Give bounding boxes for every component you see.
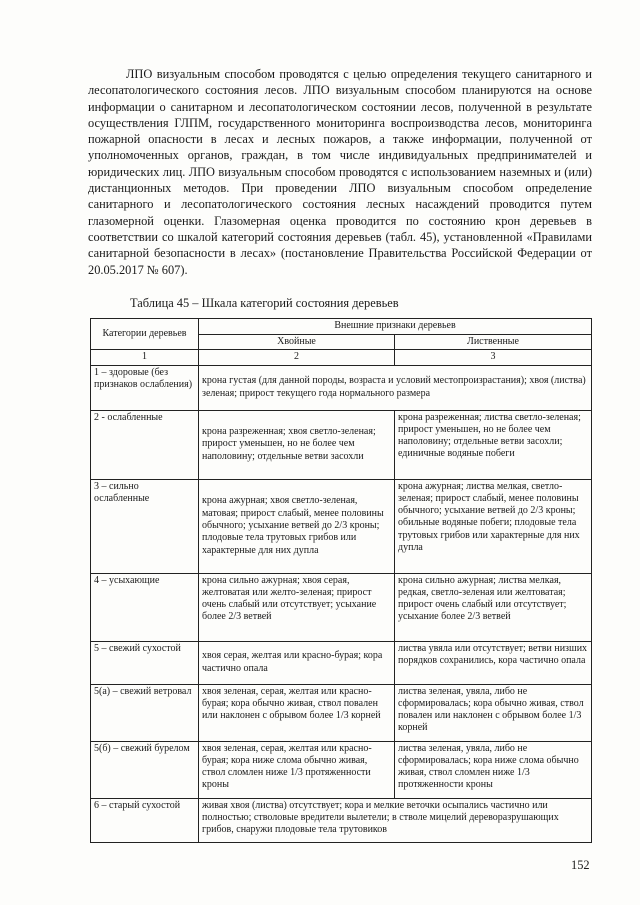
- table-row: [91, 410, 592, 479]
- category-cell: 5(б) – свежий бурелом: [91, 741, 199, 798]
- coniferous-cell: хвоя зеленая, серая, желтая или красно-бурая; кора обычно живая, ствол повален или наклонен с обрывом более 1/3 корней: [199, 684, 395, 741]
- body-paragraph: ЛПО визуальным способом проводятся с целью определения текущего санитарного и лесопатологического состояния лесов. ЛПО визуальным способом планируются на основе информации о санитарном и лесопатологическом состоянии лесов, полученной в результате осуществления ГЛПМ, государственного мониторинга воспроизводства лесов, мониторинга пожарной опасности в лесах и лесных пожаров, а также информации, полученной от уполномоченных органов, граждан, в том числе индивидуальных предпринимателей и юридических лиц. ЛПО визуальным способом проводятся с использованием наземных и (или) дистанционных методов. При проведении ЛПО визуальным способом определение санитарного и лесопатологического состояния лесных насаждений проводится путем глазомерной оценки. Глазомерная оценка проводится по состоянию крон деревьев в соответствии со шкалой категорий состояния деревьев (табл. 45), установленной «Правилами санитарной безопасности в лесах» (постановление Правительства Российской Федерации от 20.05.2017 № 607).: [88, 67, 592, 277]
- category-cell: 1 – здоровые (без признаков ослабления): [91, 365, 199, 410]
- table-row: [91, 798, 592, 842]
- header-categories: Категории деревьев: [91, 319, 199, 350]
- deciduous-cell: крона ажурная; листва мелкая, светло-зеленая; прирост слабый, менее половины обычного; усыхание ветвей до 2/3 кроны; обильные водяные побеги; плодовые тела трутовых грибов или характерные для них дупла: [395, 479, 592, 573]
- deciduous-cell: крона сильно ажурная; листва мелкая, редкая, светло-зеленая или желтоватая; прирост очень слабый или отсутствует; усыхание более 2/3 ветвей: [395, 573, 592, 641]
- tree-condition-table: [90, 318, 592, 843]
- header-deciduous: Лиственные: [395, 335, 592, 350]
- deciduous-cell: листва зеленая, увяла, либо не сформировалась; кора ниже слома обычно живая, ствол сломлен ниже 1/3 протяженности кроны: [395, 741, 592, 798]
- category-cell: 4 – усыхающие: [91, 573, 199, 641]
- coniferous-cell: крона ажурная; хвоя светло-зеленая, матовая; прирост слабый, менее половины обычного; усыхание ветвей до 2/3 кроны; плодовые тела трутовых грибов или характерные для них дупла: [199, 479, 395, 573]
- column-number-2: 2: [199, 350, 395, 365]
- category-cell: 5 – свежий сухостой: [91, 641, 199, 684]
- category-cell: 6 – старый сухостой: [91, 798, 199, 842]
- table-caption: Таблица 45 – Шкала категорий состояния деревьев: [130, 296, 399, 310]
- table-row: [91, 641, 592, 684]
- merged-signs-cell: живая хвоя (листва) отсутствует; кора и мелкие веточки осыпались частично или полностью; стволовые вредители вылетели; в стволе мицелий дереворазрушающих грибов, снаружи плодовые тела трутовиков: [199, 798, 592, 842]
- category-cell: 2 - ослабленные: [91, 410, 199, 479]
- deciduous-cell: листва увяла или отсутствует; ветви низших порядков сохранились, кора частично опала: [395, 641, 592, 684]
- deciduous-cell: крона разреженная; листва светло-зеленая; прирост уменьшен, но не более чем наполовину; отдельные ветви засохли; единичные водяные побеги: [395, 410, 592, 479]
- table-row: [91, 365, 592, 410]
- table-row: [91, 741, 592, 798]
- header-external-signs: Внешние признаки деревьев: [199, 319, 592, 335]
- coniferous-cell: хвоя зеленая, серая, желтая или красно-бурая; кора ниже слома обычно живая, ствол сломлен ниже 1/3 протяженности кроны: [199, 741, 395, 798]
- deciduous-cell: листва зеленая, увяла, либо не сформировалась; кора обычно живая, ствол повален или наклонен с обрывом более 1/3 корней: [395, 684, 592, 741]
- merged-signs-cell: крона густая (для данной породы, возраста и условий местопроизрастания); хвоя (листва) зеленая; прирост текущего года нормального размера: [199, 365, 592, 410]
- page-number: 152: [571, 858, 590, 872]
- coniferous-cell: крона разреженная; хвоя светло-зеленая; прирост уменьшен, но не более чем наполовину; отдельные ветви засохли: [199, 410, 395, 479]
- header-coniferous: Хвойные: [199, 335, 395, 350]
- coniferous-cell: хвоя серая, желтая или красно-бурая; кора частично опала: [199, 641, 395, 684]
- coniferous-cell: крона сильно ажурная; хвоя серая, желтоватая или желто-зеленая; прирост очень слабый или отсутствует; усыхание более 2/3 ветвей: [199, 573, 395, 641]
- table-row: [91, 684, 592, 741]
- table-row: [91, 479, 592, 573]
- category-cell: 5(а) – свежий ветровал: [91, 684, 199, 741]
- column-number-3: 3: [395, 350, 592, 365]
- category-cell: 3 – сильно ослабленные: [91, 479, 199, 573]
- column-number-1: 1: [91, 350, 199, 365]
- table-row: [91, 573, 592, 641]
